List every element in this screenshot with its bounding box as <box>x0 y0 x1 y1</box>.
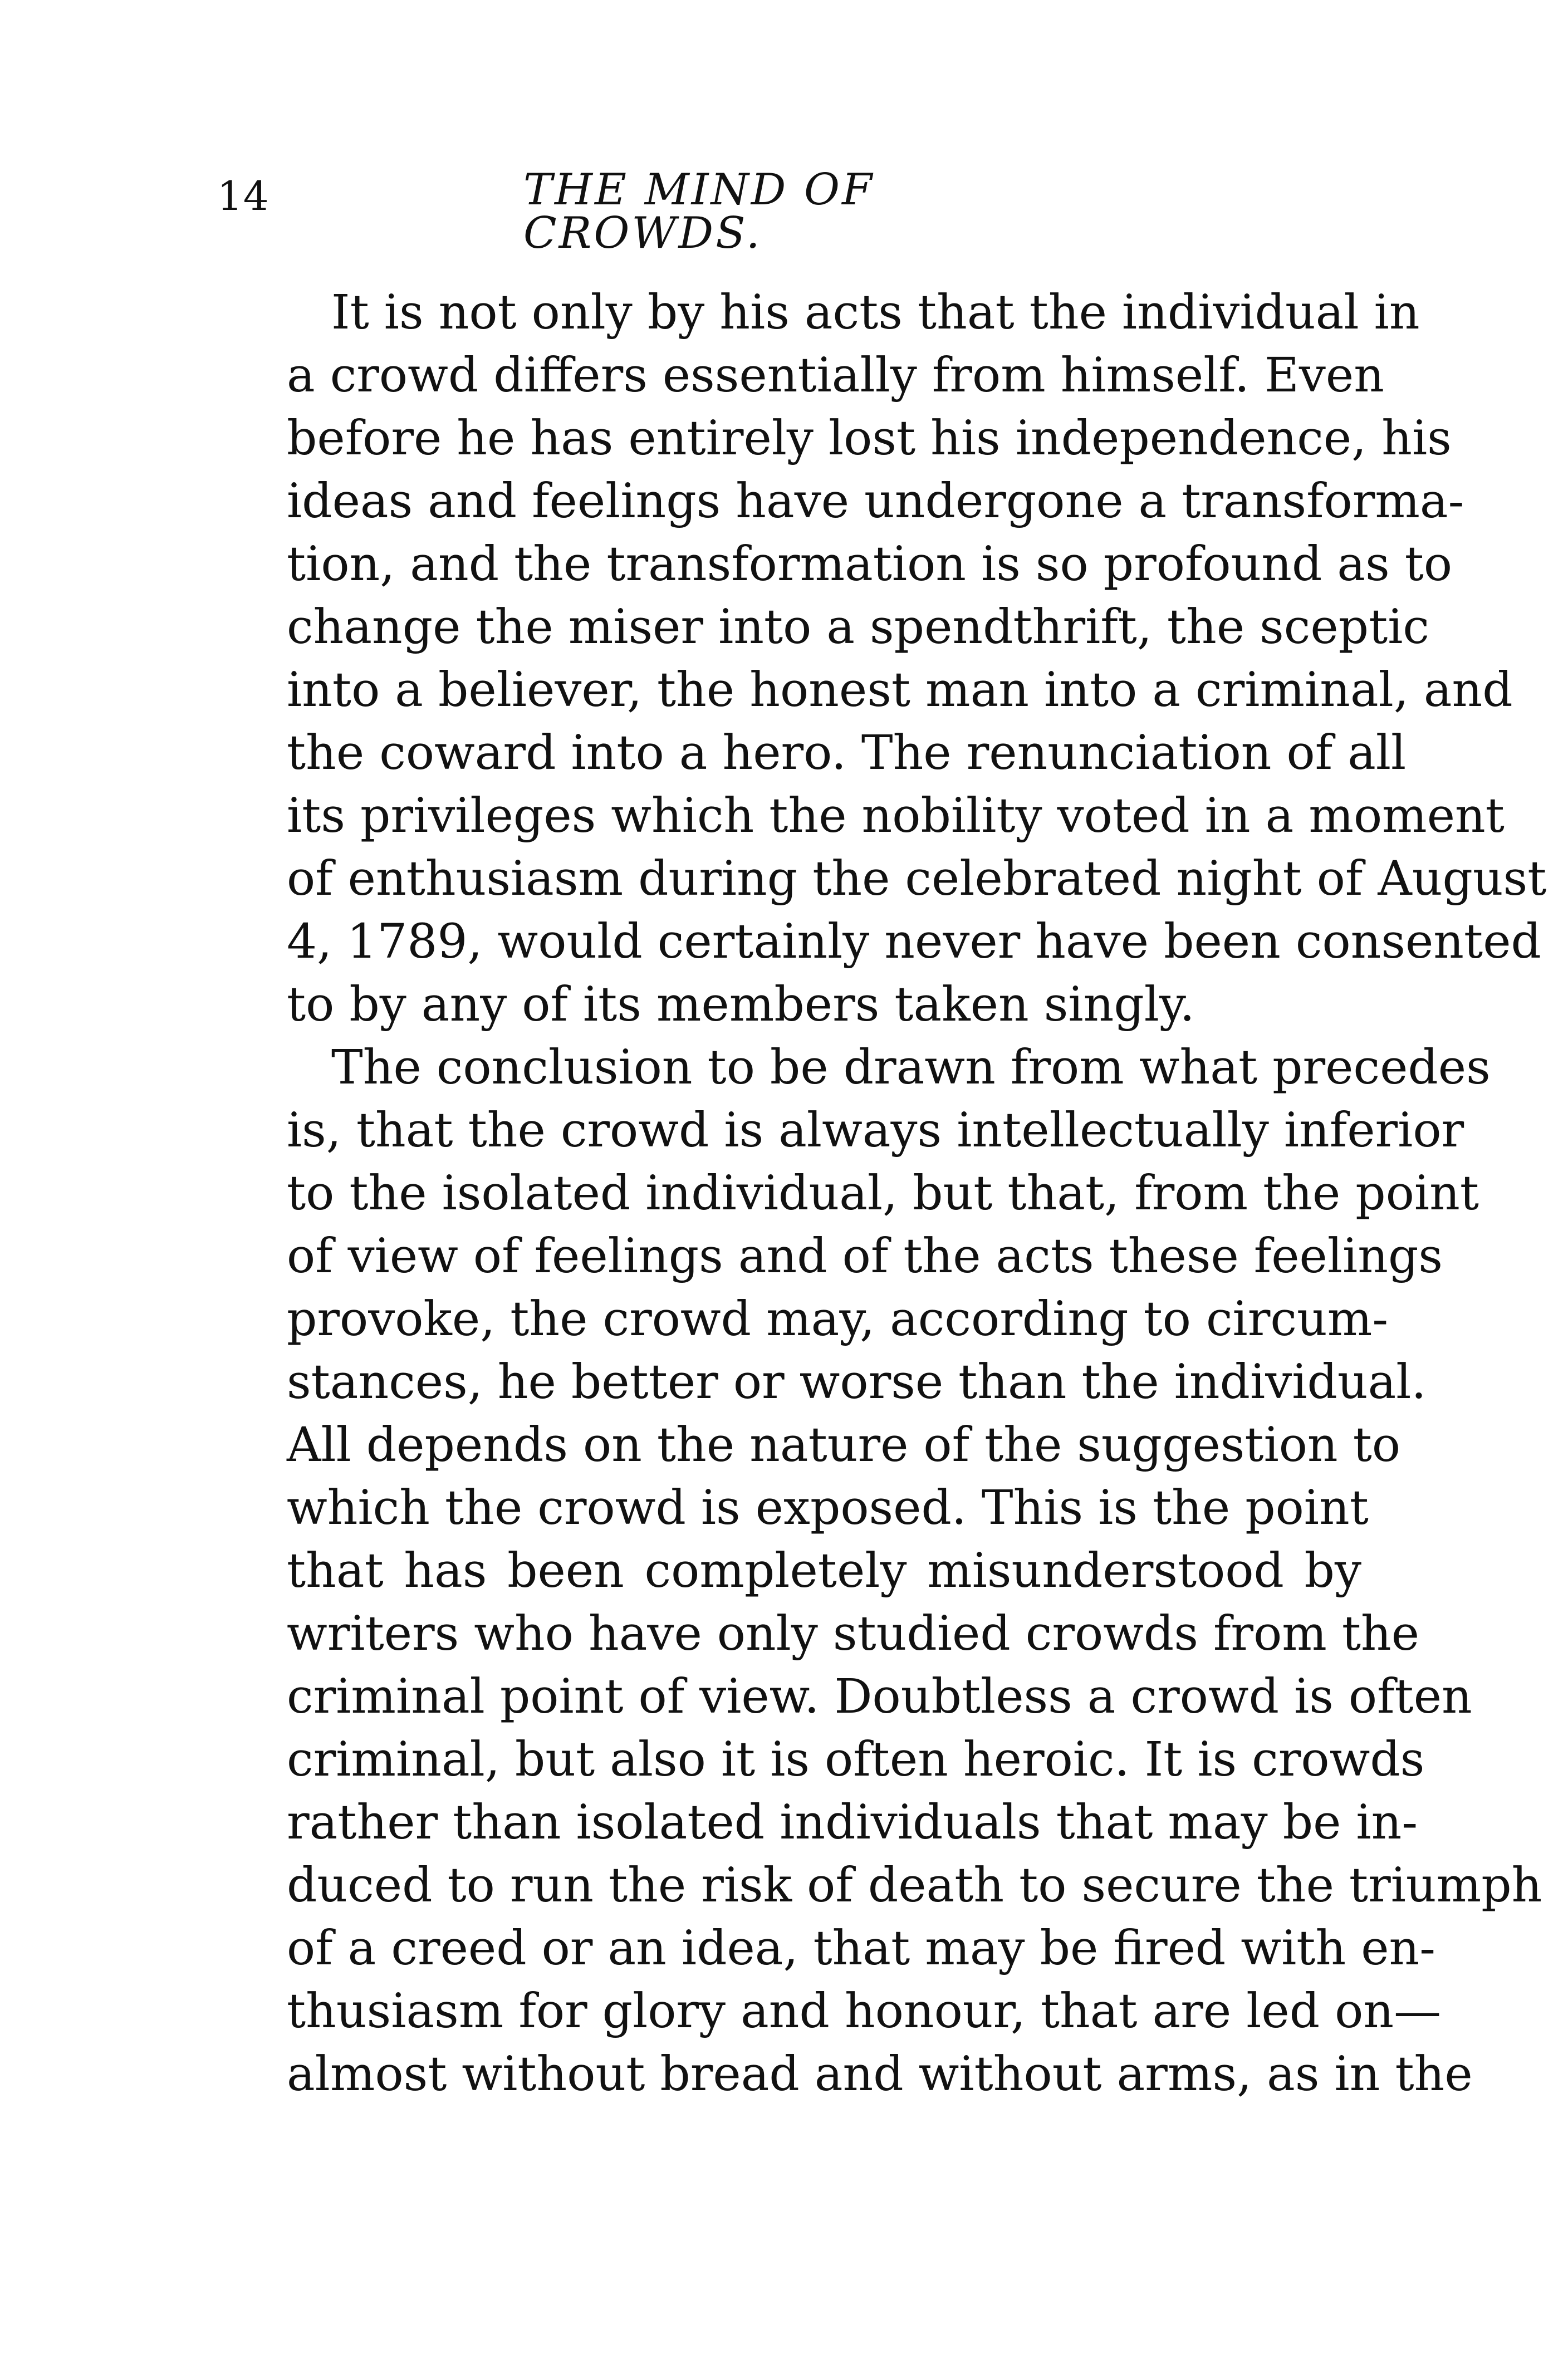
text-line: 4, 1789, would certainly never have been consented <box>287 914 1541 969</box>
text-line: It is not only by his acts that the individual in <box>331 285 1420 340</box>
running-title: THE MIND OF CROWDS. <box>523 165 875 258</box>
text-line: rather than isolated individuals that may be in- <box>287 1795 1418 1850</box>
text-line: before he has entirely lost his independence, his <box>287 411 1452 466</box>
text-line: duced to run the risk of death to secure the triumph <box>287 1858 1542 1913</box>
text-line: tion, and the transformation is so profound as to <box>287 537 1453 592</box>
text-line: change the miser into a spendthrift, the sceptic <box>287 600 1430 655</box>
text-line: criminal, but also it is often heroic. It is crowds <box>287 1732 1425 1787</box>
text-line: into a believer, the honest man into a criminal, and <box>287 663 1513 718</box>
text-line: stances, he better or worse than the individual. <box>287 1355 1427 1410</box>
text-line: almost without bread and without arms, as in the <box>287 2047 1473 2102</box>
text-line: criminal point of view. Doubtless a crowd is often <box>287 1669 1472 1724</box>
body-text <box>287 281 1547 2106</box>
text-line: a crowd differs essentially from himself. Even <box>287 348 1384 403</box>
text-line: the coward into a hero. The renunciation of all <box>287 725 1407 781</box>
text-line: The conclusion to be drawn from what precedes <box>331 1040 1491 1095</box>
text-line: its privileges which the nobility voted in a moment <box>287 788 1505 844</box>
text-line: of a creed or an idea, that may be fired with en- <box>287 1921 1435 1976</box>
page-number: 14 <box>217 173 270 219</box>
text-line: provoke, the crowd may, according to circum- <box>287 1292 1389 1347</box>
text-line: All depends on the nature of the suggestion to <box>287 1418 1401 1473</box>
text-line: to the isolated individual, but that, from the point <box>287 1166 1479 1221</box>
text-line: of enthusiasm during the celebrated night of August <box>287 851 1547 906</box>
text-line: thusiasm for glory and honour, that are led on— <box>287 1984 1442 2039</box>
page-header <box>217 165 1086 258</box>
text-line: ideas and feelings have undergone a transforma- <box>287 474 1464 529</box>
text-line: is, that the crowd is always intellectually inferior <box>287 1103 1464 1158</box>
text-line: of view of feelings and of the acts these feelings <box>287 1229 1443 1284</box>
text-line: that has been completely misunderstood by <box>287 1543 1361 1599</box>
text-line: writers who have only studied crowds from the <box>287 1606 1420 1661</box>
text-line: which the crowd is exposed. This is the point <box>287 1480 1369 1536</box>
text-line: to by any of its members taken singly. <box>287 977 1195 1032</box>
